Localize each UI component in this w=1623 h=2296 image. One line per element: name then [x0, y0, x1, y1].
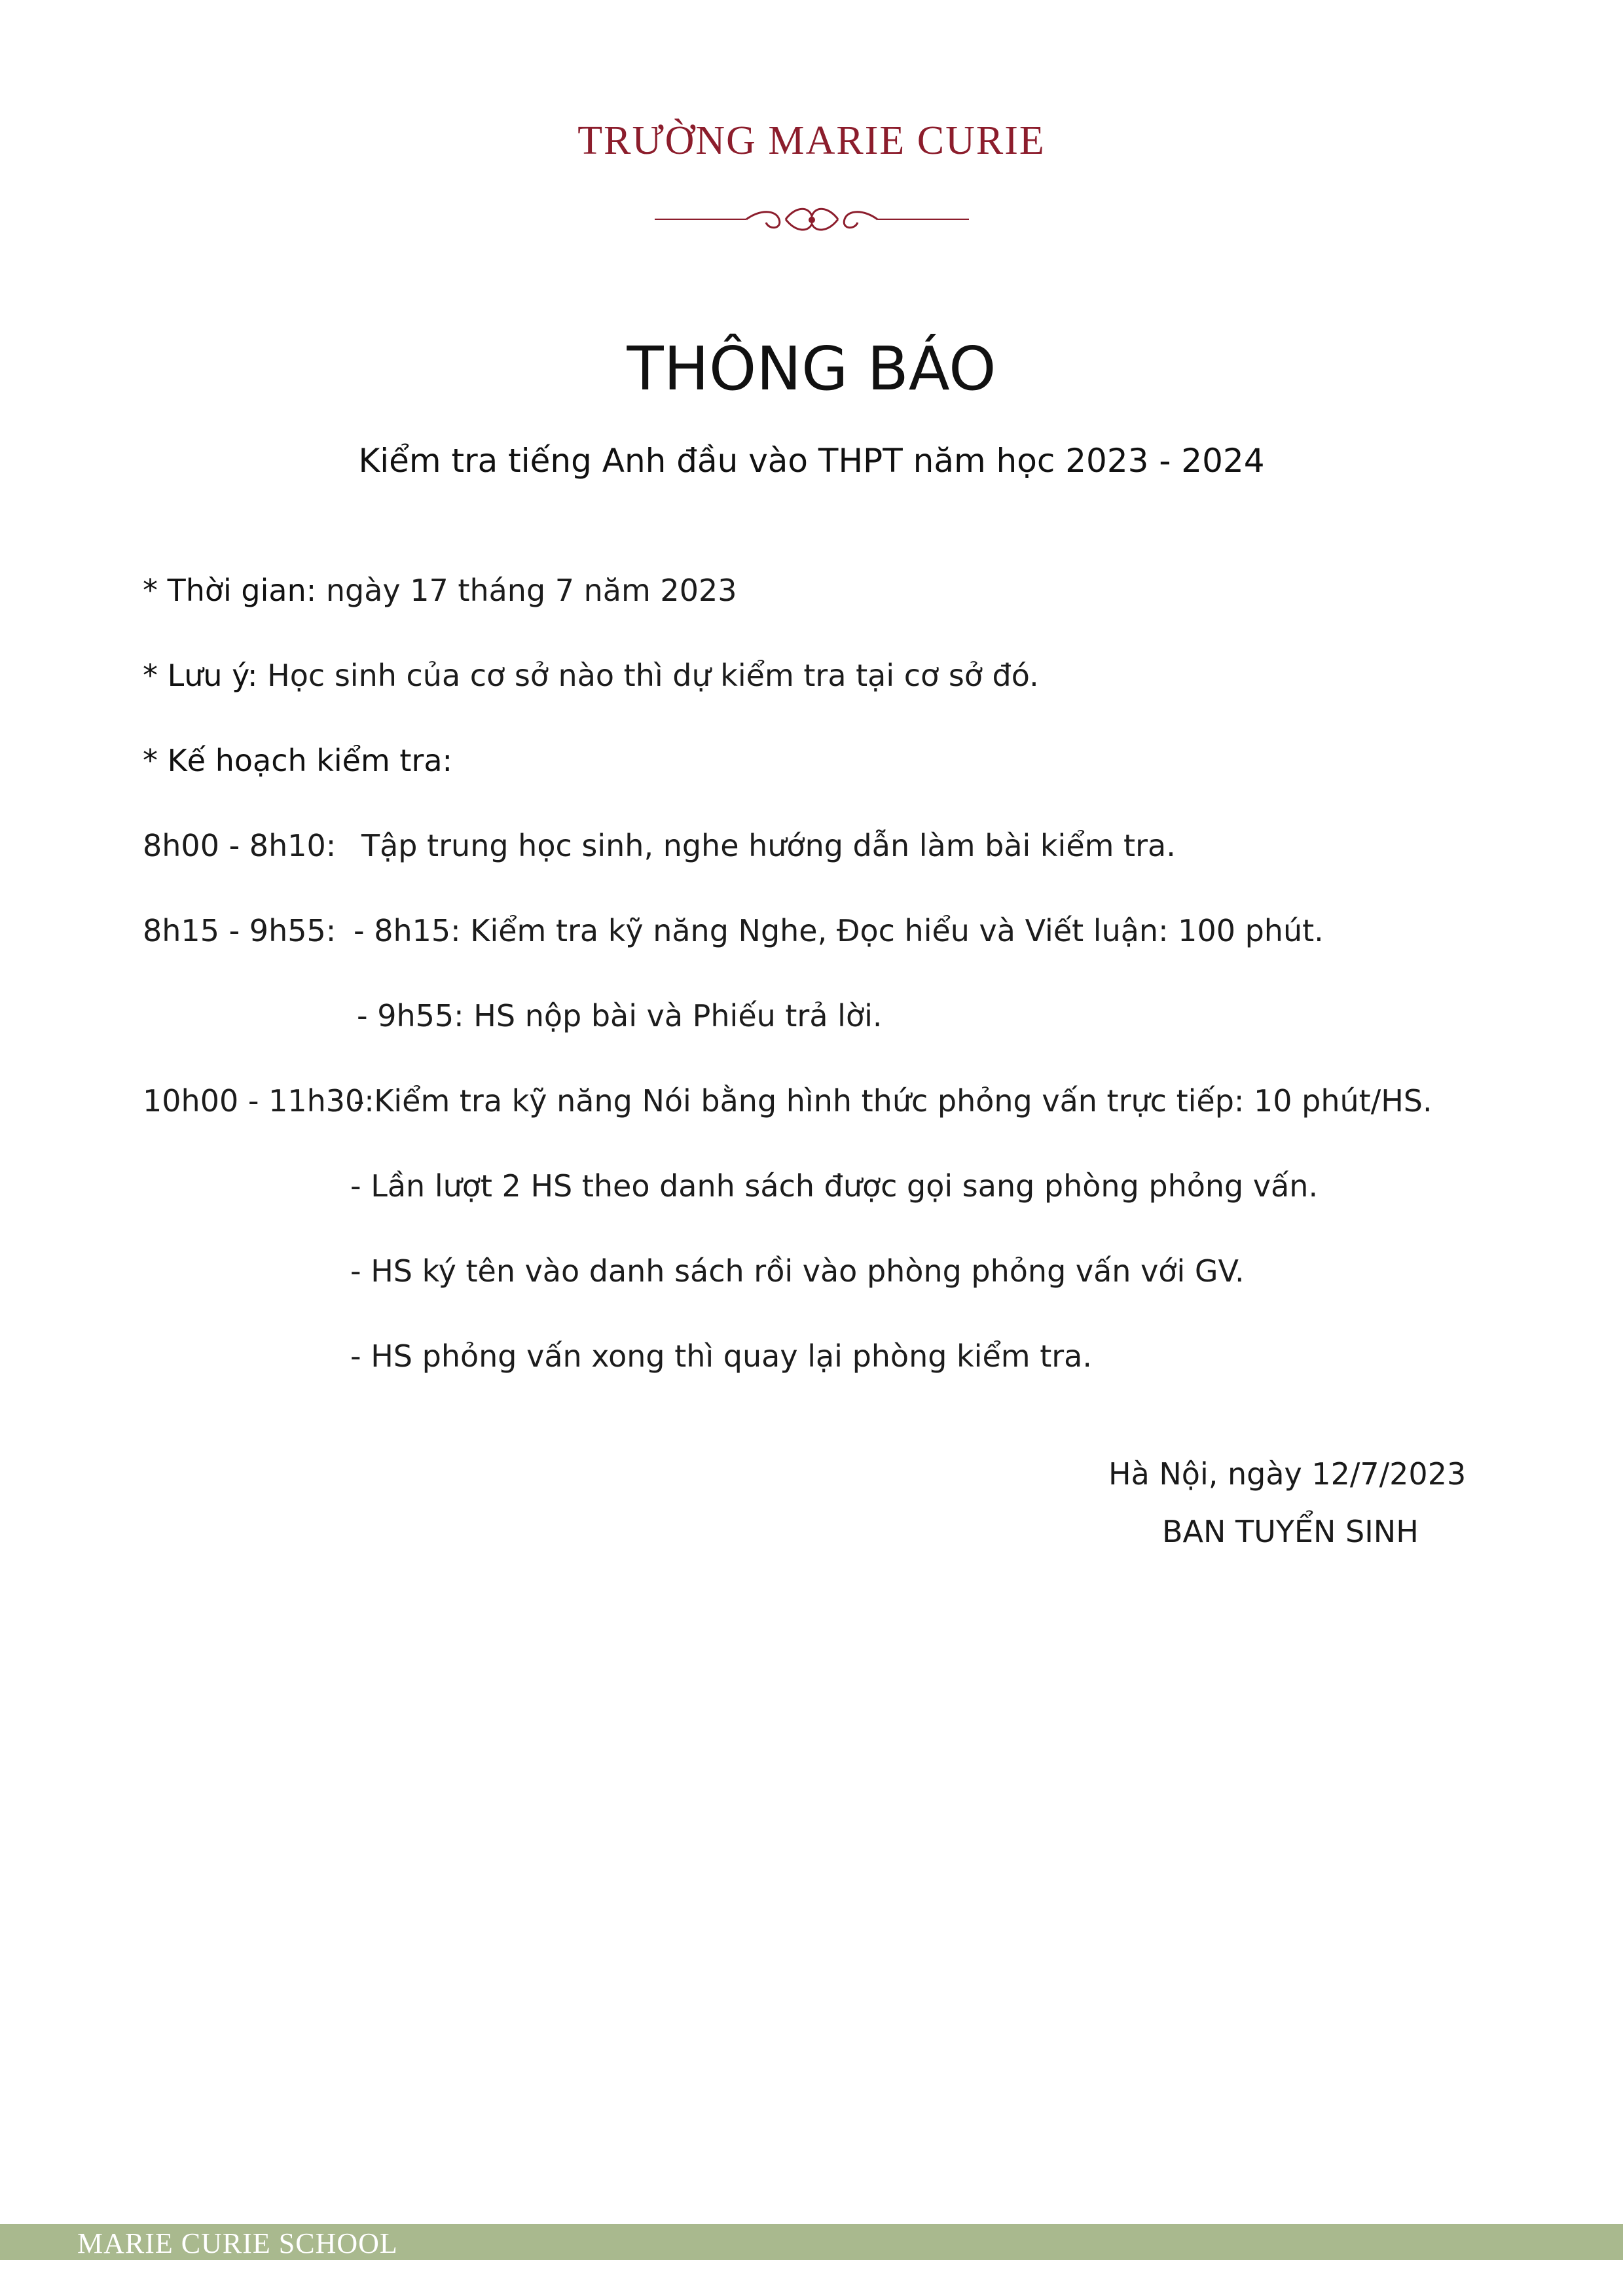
document-subtitle: Kiểm tra tiếng Anh đầu vào THPT năm học 2023 - 2024: [358, 442, 1265, 480]
document-title: THÔNG BÁO: [627, 334, 996, 404]
schedule-time-2: 8h15 - 9h55:: [143, 913, 337, 948]
note-value: Học sinh của cơ sở nào thì dự kiểm tra tại cơ sở đó.: [257, 658, 1039, 693]
schedule-time-1: 8h00 - 8h10:: [143, 828, 337, 863]
schedule-item-3-line-2: - Lần lượt 2 HS theo danh sách được gọi sang phòng phỏng vấn.: [350, 1168, 1319, 1204]
schedule-item-1-line-1: Tập trung học sinh, nghe hướng dẫn làm bài kiểm tra.: [361, 828, 1176, 863]
signature-place-date: Hà Nội, ngày 12/7/2023: [1108, 1456, 1467, 1492]
footer-school-name: MARIE CURIE SCHOOL: [77, 2227, 398, 2259]
schedule-item-2-line-1: - 8h15: Kiểm tra kỹ năng Nghe, Đọc hiểu và Viết luận: 100 phút.: [354, 913, 1324, 948]
note-label: * Lưu ý:: [143, 658, 258, 693]
signature-signer: BAN TUYỂN SINH: [1162, 1514, 1419, 1549]
time-line: [143, 573, 737, 608]
decorative-ornament-icon: [655, 196, 969, 242]
schedule-item-3-line-3: - HS ký tên vào danh sách rồi vào phòng phỏng vấn với GV.: [350, 1253, 1245, 1289]
note-line: [143, 658, 1039, 693]
time-label: * Thời gian:: [143, 573, 317, 608]
schedule-item-2-line-2: - 9h55: HS nộp bài và Phiếu trả lời.: [357, 998, 883, 1033]
time-value: ngày 17 tháng 7 năm 2023: [316, 573, 737, 608]
schedule-item-3-line-4: - HS phỏng vấn xong thì quay lại phòng kiểm tra.: [350, 1338, 1092, 1374]
schedule-item-3-line-1: - Kiểm tra kỹ năng Nói bằng hình thức phỏng vấn trực tiếp: 10 phút/HS.: [354, 1083, 1432, 1119]
school-name-header: TRƯỜNG MARIE CURIE: [577, 118, 1046, 163]
plan-heading: * Kế hoạch kiểm tra:: [143, 743, 453, 778]
schedule-time-3: 10h00 - 11h30:: [143, 1083, 374, 1119]
